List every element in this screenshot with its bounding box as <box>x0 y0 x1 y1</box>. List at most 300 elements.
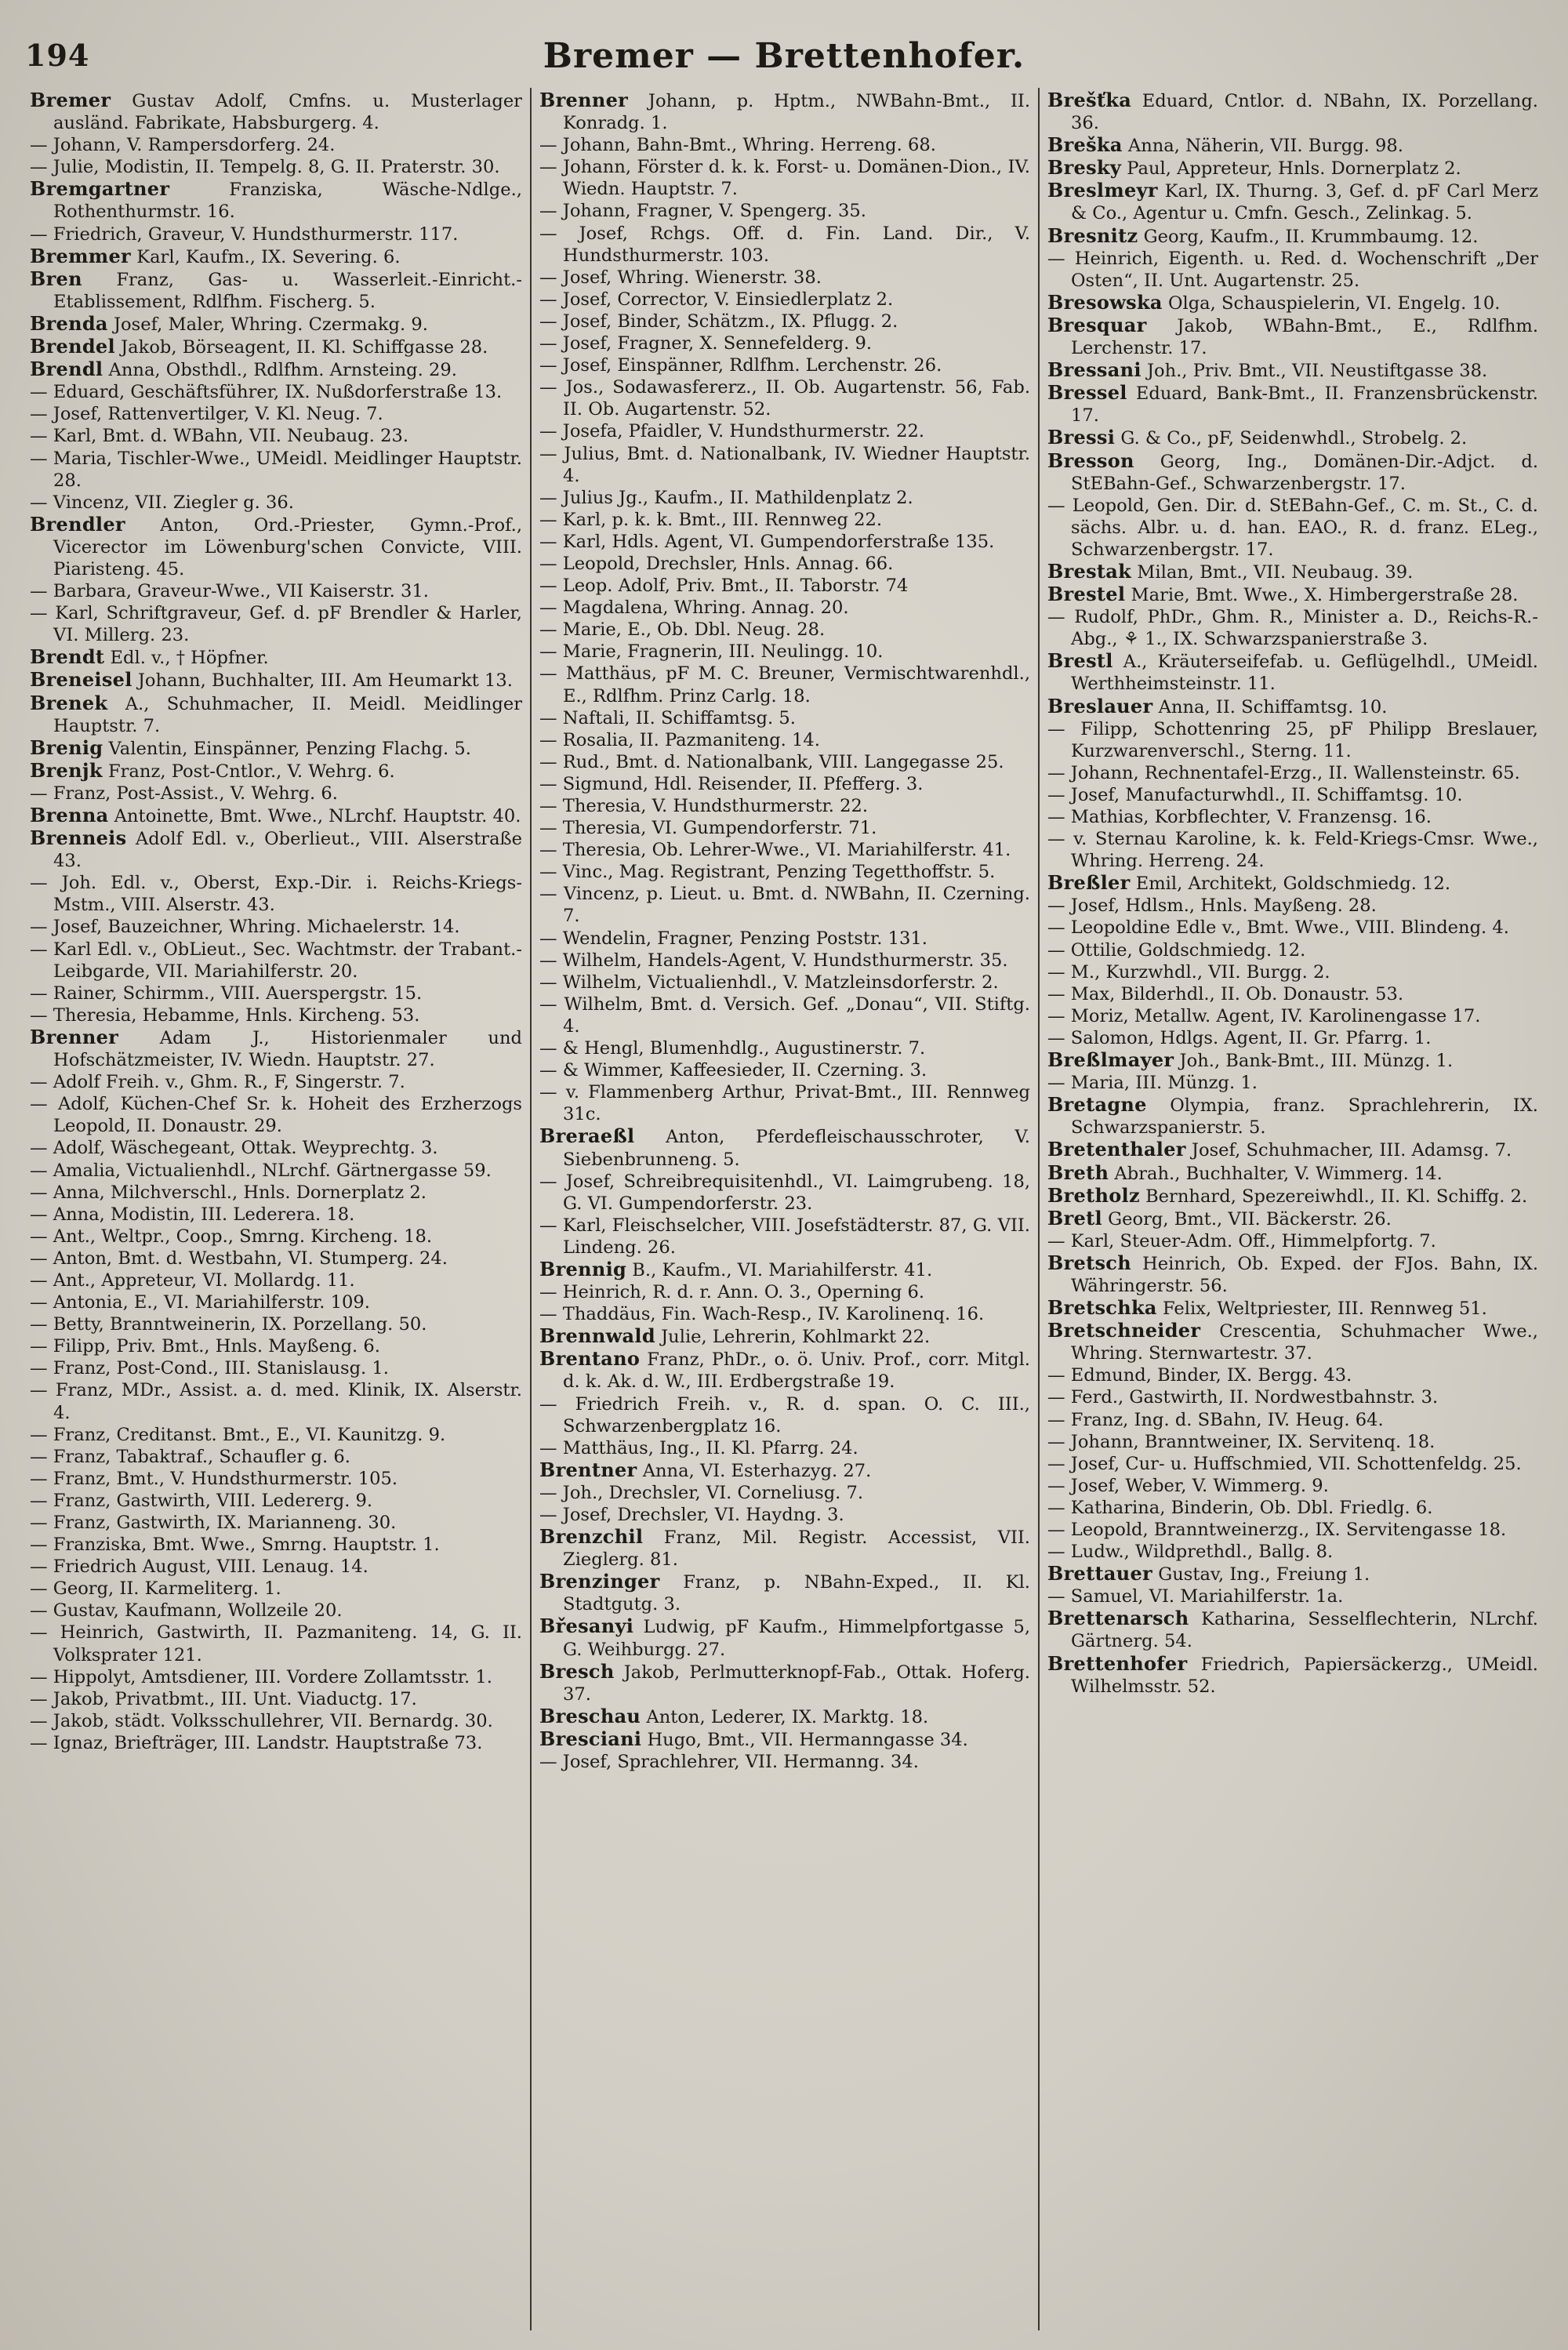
entry-surname: Breška <box>1047 133 1123 157</box>
directory-entry <box>30 358 522 381</box>
directory-entry <box>30 1026 522 1071</box>
entry-text: — Ottilie, Goldschmiedg. 12. <box>1047 939 1306 961</box>
entry-text: — Franz, Gastwirth, VIII. Ledererg. 9. <box>30 1490 373 1511</box>
entry-surname: Bretsch <box>1047 1251 1131 1274</box>
directory-entry <box>30 760 522 783</box>
entry-text: — Heinrich, Eigenth. u. Red. d. Wochenschrift „Der Osten“, II. Unt. Augartenstr. 25. <box>1047 248 1538 291</box>
entry-text: — Franziska, Bmt. Wwe., Smrng. Hauptstr. 1. <box>30 1535 440 1556</box>
entry-text: — Heinrich, Gastwirth, II. Pazmaniteng. 14, G. II. Volksprater 121. <box>30 1622 522 1665</box>
entry-text: Valentin, Einspänner, Penzing Flachg. 5. <box>108 738 471 759</box>
entry-text: — Wendelin, Fragner, Penzing Poststr. 131. <box>539 928 927 949</box>
entry-text: Edl. v., † Höpfner. <box>110 648 269 669</box>
entry-surname: Bressani <box>1047 358 1142 382</box>
directory-entry <box>30 1160 522 1182</box>
entry-text: — M., Kurzwhdl., VII. Burgg. 2. <box>1047 961 1330 982</box>
directory-entry <box>1047 1230 1538 1252</box>
entry-text: — Theresia, VI. Gumpendorferstr. 71. <box>539 818 877 839</box>
entry-text: — Friedrich, Graveur, V. Hundsthurmerstr. 117. <box>30 223 459 245</box>
directory-entry <box>539 1125 1030 1170</box>
directory-entry <box>1047 1607 1538 1652</box>
entry-text: — Leopold, Drechsler, Hnls. Annag. 66. <box>539 553 894 574</box>
directory-entry <box>1047 1297 1538 1320</box>
directory-entry <box>539 89 1030 134</box>
entry-text: — Jakob, Privatbmt., III. Unt. Viaductg. 17. <box>30 1688 417 1709</box>
directory-entry <box>1047 1497 1538 1519</box>
directory-entry <box>1047 895 1538 917</box>
entry-text: Anton, Ord.-Priester, Gymn.-Prof., Vicerector im Löwenburg'schen Convicte, VIII. Piaristeng. 45. <box>53 514 522 579</box>
directory-entry <box>30 916 522 938</box>
entry-text: — Franz, Creditanst. Bmt., E., VI. Kaunitzg. 9. <box>30 1424 446 1445</box>
entry-surname: Břesanyi <box>539 1614 634 1638</box>
directory-entry <box>1047 495 1538 561</box>
entry-surname: Bremmer <box>30 244 132 267</box>
directory-entry <box>539 1751 1030 1773</box>
entry-surname: Breth <box>1047 1160 1109 1184</box>
entry-text: Josef, Schuhmacher, III. Adamsg. 7. <box>1191 1140 1512 1161</box>
entry-text: — Josef, Rchgs. Off. d. Fin. Land. Dir., V. Hundsthurmerstr. 103. <box>539 223 1030 266</box>
entry-surname: Brentano <box>539 1347 641 1371</box>
entry-text: G. & Co., pF, Seidenwhdl., Strobelg. 2. <box>1120 428 1468 449</box>
entry-surname: Bressi <box>1047 426 1116 449</box>
directory-entry <box>30 1622 522 1665</box>
directory-entry <box>539 1661 1030 1705</box>
entry-text: B., Kaufm., VI. Mariahilferstr. 41. <box>632 1259 933 1280</box>
directory-entry <box>1047 1139 1538 1161</box>
directory-entry <box>30 669 522 692</box>
entry-text: Olga, Schauspielerin, VI. Engelg. 10. <box>1167 292 1501 314</box>
entry-surname: Bresch <box>539 1659 615 1683</box>
directory-entry <box>1047 696 1538 718</box>
directory-entry <box>539 531 1030 553</box>
entry-surname: Bresquar <box>1047 313 1147 336</box>
directory-entry <box>30 448 522 492</box>
entry-surname: Bretl <box>1047 1206 1102 1229</box>
directory-entry <box>539 1325 1030 1348</box>
entry-surname: Brestel <box>1047 583 1126 606</box>
directory-entry <box>30 1335 522 1357</box>
entry-text: — Marie, Fragnerin, III. Neulingg. 10. <box>539 641 884 663</box>
directory-entry <box>1047 917 1538 939</box>
directory-entry <box>539 311 1030 332</box>
directory-entry <box>1047 784 1538 806</box>
entry-surname: Brenneis <box>30 826 127 850</box>
directory-entry <box>539 1504 1030 1526</box>
directory-entry <box>1047 1364 1538 1386</box>
directory-entry <box>30 1446 522 1468</box>
entry-surname: Brenzinger <box>539 1570 660 1593</box>
entry-surname: Breslmeyr <box>1047 179 1158 202</box>
directory-entry <box>30 1424 522 1446</box>
entry-text: Jakob, Börseagent, II. Kl. Schiffgasse 28. <box>121 337 488 358</box>
directory-entry <box>30 1600 522 1622</box>
entry-surname: Brettenhofer <box>1047 1651 1188 1675</box>
entry-text: — v. Sternau Karoline, k. k. Feld-Kriegs-Cmsr. Wwe., Whring. Herreng. 24. <box>1047 829 1538 872</box>
directory-entry <box>30 1291 522 1313</box>
entry-text: — Matthäus, pF M. C. Breuner, Vermischtwarenhdl., E., Rdlfhm. Prinz Carlg. 18. <box>539 663 1030 706</box>
entry-text: — Josef, Fragner, X. Sennefelderg. 9. <box>539 333 873 354</box>
entry-surname: Bressel <box>1047 381 1127 405</box>
directory-entry <box>1047 1252 1538 1297</box>
entry-text: Paul, Appreteur, Hnls. Dornerplatz 2. <box>1127 158 1461 180</box>
entry-text: — Adolf, Wäschegeant, Ottak. Weyprechtg. 3. <box>30 1138 438 1159</box>
directory-entry <box>30 1357 522 1379</box>
entry-text: A., Schuhmacher, II. Meidl. Meidlinger Hauptstr. 7. <box>53 693 522 736</box>
entry-text: Abrah., Buchhalter, V. Wimmerg. 14. <box>1114 1163 1443 1184</box>
entry-text: Gustav, Ing., Freiung 1. <box>1158 1564 1370 1585</box>
entry-text: Anna, VI. Esterhazyg. 27. <box>642 1460 872 1481</box>
entry-text: Georg, Kaufm., II. Krummbaumg. 12. <box>1143 226 1479 247</box>
entry-text: — Julius, Bmt. d. Nationalbank, IV. Wiedner Hauptstr. 4. <box>539 443 1030 486</box>
entry-text: — Magdalena, Whring. Annag. 20. <box>539 597 849 619</box>
entry-text: — Jakob, städt. Volksschullehrer, VII. Bernardg. 30. <box>30 1710 493 1731</box>
directory-entry <box>30 1226 522 1248</box>
entry-text: — Leopold, Branntweinerzg., IX. Servitengasse 18. <box>1047 1520 1507 1540</box>
entry-text: Joh., Bank-Bmt., III. Münzg. 1. <box>1179 1051 1454 1072</box>
entry-text: Eduard, Bank-Bmt., II. Franzensbrückenstr. 17. <box>1071 383 1538 427</box>
entry-text: Karl, Kaufm., IX. Severing. 6. <box>136 246 401 267</box>
directory-entry <box>1047 359 1538 382</box>
entry-text: — Anton, Bmt. d. Westbahn, VI. Stumperg. 24. <box>30 1248 448 1269</box>
entry-text: — Josef, Drechsler, VI. Haydng. 3. <box>539 1505 844 1525</box>
directory-entry <box>1047 450 1538 495</box>
directory-entry <box>1047 806 1538 828</box>
entry-text: — v. Flammenberg Arthur, Privat-Bmt., III. Rennweg 31c. <box>539 1082 1030 1125</box>
directory-entry <box>539 1526 1030 1571</box>
directory-entry <box>1047 157 1538 180</box>
directory-entry <box>1047 225 1538 248</box>
entry-text: Franz, PhDr., o. ö. Univ. Prof., corr. Mitgl. d. k. Ak. d. W., III. Erdbergstraße 19. <box>563 1349 1030 1393</box>
entry-text: — Sigmund, Hdl. Reisender, II. Pfefferg. 3. <box>539 773 924 794</box>
entry-text: — Karl, Schriftgraveur, Gef. d. pF Brendler & Harler, VI. Millerg. 23. <box>30 603 522 646</box>
directory-entry <box>539 443 1030 487</box>
entry-text: — Katharina, Binderin, Ob. Dbl. Friedlg. 6. <box>1047 1497 1433 1518</box>
entry-surname: Bretholz <box>1047 1183 1140 1207</box>
entry-text: Karl, IX. Thurng. 3, Gef. d. pF Carl Merz & Co., Agentur u. Cmfn. Gesch., Zelinkag. 5. <box>1071 181 1538 224</box>
entry-surname: Bresowska <box>1047 290 1163 314</box>
entry-text: — Jos., Sodawasfererz., II. Ob. Augartenstr. 56, Fab. II. Ob. Augartenstr. 52. <box>539 377 1030 420</box>
directory-entry <box>30 692 522 737</box>
page-header <box>22 31 1546 86</box>
entry-surname: Brenzchil <box>539 1525 644 1549</box>
directory-entry <box>539 619 1030 641</box>
entry-text: Georg, Ing., Domänen-Dir.-Adjct. d. StEBahn-Gef., Schwarzenbergstr. 17. <box>1071 451 1538 494</box>
entry-text: — Vincenz, VII. Ziegler g. 36. <box>30 492 294 513</box>
entry-text: — Leopoldine Edle v., Bmt. Wwe., VIII. Blindeng. 4. <box>1047 917 1509 939</box>
directory-entry <box>30 1710 522 1732</box>
directory-entry <box>539 1171 1030 1215</box>
entry-text: — Vincenz, p. Lieut. u. Bmt. d. NWBahn, II. Czerning. 7. <box>539 884 1030 927</box>
entry-text: Antoinette, Bmt. Wwe., NLrchf. Hauptstr. 40. <box>114 806 521 826</box>
directory-entry <box>1047 1049 1538 1072</box>
directory-entry <box>1047 939 1538 961</box>
entry-surname: Bretagne <box>1047 1093 1147 1117</box>
directory-entry <box>30 805 522 827</box>
entry-text: Adam J., Historienmaler und Hofschätzmeister, IV. Wiedn. Hauptstr. 27. <box>53 1027 523 1071</box>
entry-text: — Naftali, II. Schiffamtsg. 5. <box>539 707 796 728</box>
directory-entry <box>30 381 522 403</box>
directory-entry <box>30 1490 522 1512</box>
directory-entry <box>539 993 1030 1037</box>
entry-surname: Bren <box>30 267 82 290</box>
directory-entry <box>539 597 1030 619</box>
directory-entry <box>1047 983 1538 1005</box>
entry-text: Josef, Maler, Whring. Czermakg. 9. <box>113 314 428 335</box>
entry-text: Crescentia, Schuhmacher Wwe., Whring. Sternwartestr. 37. <box>1071 1321 1538 1364</box>
entry-text: Anton, Lederer, IX. Marktg. 18. <box>646 1706 929 1727</box>
entry-text: — Josef, Schreibrequisitenhdl., VI. Laimgrubeng. 18, G. VI. Gumpendorferstr. 23. <box>539 1171 1030 1214</box>
directory-entry <box>30 783 522 805</box>
directory-entry <box>1047 1027 1538 1049</box>
entry-text: — Josef, Weber, V. Wimmerg. 9. <box>1047 1475 1329 1496</box>
directory-entry <box>539 663 1030 706</box>
entry-text: — Moriz, Metallw. Agent, IV. Karolinengasse 17. <box>1047 1005 1481 1026</box>
directory-entry <box>539 928 1030 950</box>
entry-text: Anna, II. Schiffamtsg. 10. <box>1158 696 1388 717</box>
entry-surname: Brendel <box>30 335 115 358</box>
directory-entry <box>1047 292 1538 314</box>
entry-text: — Rosalia, II. Pazmaniteng. 14. <box>539 729 820 750</box>
entry-text: — Ignaz, Briefträger, III. Landstr. Hauptstraße 73. <box>30 1732 483 1753</box>
directory-entry <box>1047 828 1538 872</box>
directory-entry <box>1047 1475 1538 1497</box>
entry-text: Heinrich, Ob. Exped. der FJos. Bahn, IX. Währingerstr. 56. <box>1071 1253 1538 1296</box>
entry-text: — Salomon, Hdlgs. Agent, II. Gr. Pfarrg. 1. <box>1047 1027 1432 1048</box>
entry-text: — Filipp, Schottenring 25, pF Philipp Breslauer, Kurzwarenverschl., Sterng. 11. <box>1047 718 1538 761</box>
directory-entry <box>30 178 522 223</box>
entry-text: — Maria, III. Münzg. 1. <box>1047 1073 1258 1094</box>
directory-entry <box>30 1313 522 1335</box>
entry-surname: Brestl <box>1047 649 1113 673</box>
directory-entry <box>539 729 1030 751</box>
entry-text: Ludwig, pF Kaufm., Himmelpfortgasse 5, G. Weihburgg. 27. <box>563 1617 1030 1660</box>
directory-entry <box>1047 1653 1538 1698</box>
directory-entry <box>30 492 522 514</box>
entry-text: — Franz, Tabaktraf., Schaufler g. 6. <box>30 1446 350 1467</box>
directory-entry <box>539 839 1030 861</box>
entry-text: — Edmund, Binder, IX. Bergg. 43. <box>1047 1365 1352 1386</box>
entry-text: — Theresia, V. Hundsthurmerstr. 22. <box>539 796 869 816</box>
entry-text: — Karl, Steuer-Adm. Off., Himmelpfortg. 7. <box>1047 1230 1436 1251</box>
entry-text: — Rudolf, PhDr., Ghm. R., Minister a. D., Reichs-R.-Abg., ⚘ 1., IX. Schwarzspanierstraße 3. <box>1047 607 1538 650</box>
entry-text: — Friedrich Freih. v., R. d. span. O. C. III., Schwarzenbergplatz 16. <box>539 1393 1030 1437</box>
entry-text: — Wilhelm, Victualienhdl., V. Matzleinsdorferstr. 2. <box>539 972 999 993</box>
entry-surname: Brenjk <box>30 758 103 782</box>
entry-surname: Bresnitz <box>1047 223 1138 247</box>
directory-entry <box>30 1204 522 1226</box>
entry-text: Franziska, Wäsche-Ndlge., Rothenthurmstr. 16. <box>53 180 522 223</box>
entry-text: — Franz, Post-Assist., V. Wehrg. 6. <box>30 783 338 804</box>
entry-surname: Bretschka <box>1047 1296 1157 1320</box>
entry-text: — Ant., Appreteur, VI. Mollardg. 11. <box>30 1269 355 1291</box>
directory-entry <box>539 972 1030 993</box>
entry-text: — Anna, Milchverschl., Hnls. Dornerplatz 2. <box>30 1182 426 1203</box>
entry-text: — Leopold, Gen. Dir. d. StEBahn-Gef., C. m. St., C. d. sächs. Albr. u. d. han. EAO., R. d. franz. ELeg., Schwarzenbergstr. 17. <box>1047 495 1538 560</box>
directory-entry <box>539 1728 1030 1751</box>
directory-entry <box>1047 1541 1538 1563</box>
entry-text: — Karl, Hdls. Agent, VI. Gumpendorferstraße 135. <box>539 531 995 552</box>
entry-text: Emil, Architekt, Goldschmiedg. 12. <box>1135 874 1451 895</box>
directory-entry <box>30 1534 522 1556</box>
page-number: 194 <box>25 38 90 73</box>
entry-text: — Marie, E., Ob. Dbl. Neug. 28. <box>539 619 826 641</box>
directory-entry <box>539 1259 1030 1281</box>
entry-text: — Anna, Modistin, III. Lederera. 18. <box>30 1204 355 1225</box>
directory-entry <box>1047 1320 1538 1364</box>
entry-text: — Karl, Fleischselcher, VIII. Josefstädterstr. 87, G. VII. Lindeng. 26. <box>539 1215 1030 1258</box>
entry-text: — Josef, Manufacturwhdl., II. Schiffamtsg. 10. <box>1047 784 1463 805</box>
directory-entry <box>30 1468 522 1490</box>
entry-text: A., Kräuterseifefab. u. Geflügelhdl., UMeidl. Werthheimsteinstr. 11. <box>1071 652 1538 695</box>
entry-surname: Brettauer <box>1047 1562 1152 1585</box>
entry-text: — Hippolyt, Amtsdiener, III. Vordere Zollamtsstr. 1. <box>30 1666 492 1687</box>
directory-entry <box>30 1666 522 1688</box>
directory-entry <box>539 883 1030 927</box>
directory-entry <box>30 268 522 313</box>
entry-text: — Josef, Hdlsm., Hnls. Mayßeng. 28. <box>1047 895 1377 917</box>
directory-entry <box>30 646 522 669</box>
entry-text: Julie, Lehrerin, Kohlmarkt 22. <box>661 1327 931 1348</box>
entry-text: — Adolf Freih. v., Ghm. R., F, Singerstr. 7. <box>30 1072 405 1093</box>
directory-entry <box>539 354 1030 376</box>
directory-entry <box>539 707 1030 729</box>
entry-surname: Brenner <box>30 1025 119 1048</box>
directory-entry <box>1047 872 1538 895</box>
entry-surname: Bremer <box>30 89 111 111</box>
entry-text: Olympia, franz. Sprachlehrerin, IX. Schwarzspanierstr. 5. <box>1071 1095 1538 1139</box>
directory-entry <box>539 487 1030 509</box>
entry-text: Franz, Post-Cntlor., V. Wehrg. 6. <box>107 761 395 782</box>
entry-text: — Josef, Corrector, V. Einsiedlerplatz 2. <box>539 289 894 310</box>
directory-entry <box>30 1379 522 1423</box>
directory-entry <box>1047 382 1538 427</box>
entry-surname: Bresson <box>1047 449 1134 472</box>
directory-entry <box>30 1004 522 1026</box>
entry-text: Marie, Bmt. Wwe., X. Himbergerstraße 28. <box>1131 585 1519 606</box>
directory-entry <box>539 795 1030 817</box>
entry-text: Joh., Priv. Bmt., VII. Neustiftgasse 38. <box>1146 361 1488 382</box>
entry-text: — & Wimmer, Kaffeesieder, II. Czerning. 3. <box>539 1060 927 1081</box>
directory-entry <box>539 1215 1030 1259</box>
entry-surname: Brennig <box>539 1257 627 1280</box>
entry-surname: Breslauer <box>1047 694 1153 717</box>
entry-text: — Thaddäus, Fin. Wach-Resp., IV. Karolinenq. 16. <box>539 1304 985 1325</box>
entry-text: — Franz, Post-Cond., III. Stanislausg. 1. <box>30 1358 389 1379</box>
directory-entry <box>30 245 522 268</box>
directory-entry <box>30 1182 522 1204</box>
entry-text: Eduard, Cntlor. d. NBahn, IX. Porzellang. 36. <box>1071 91 1538 134</box>
directory-entry <box>30 1688 522 1710</box>
directory-entry <box>30 1093 522 1137</box>
entry-text: Anna, Obsthdl., Rdlfhm. Arnsteing. 29. <box>108 360 457 381</box>
directory-entry <box>1047 1585 1538 1607</box>
directory-entry <box>30 872 522 916</box>
directory-entry <box>30 156 522 178</box>
directory-entry <box>539 1615 1030 1660</box>
directory-entry <box>30 514 522 580</box>
entry-text: — Theresia, Hebamme, Hnls. Kircheng. 53. <box>30 1004 420 1026</box>
directory-entry <box>30 1512 522 1534</box>
entry-text: Anna, Näherin, VII. Burgg. 98. <box>1127 136 1403 157</box>
entry-surname: Brenda <box>30 311 108 335</box>
directory-entry <box>539 641 1030 663</box>
directory-entry <box>30 982 522 1004</box>
directory-entry <box>30 1248 522 1269</box>
directory-entry <box>539 1037 1030 1059</box>
directory-entry <box>539 1393 1030 1437</box>
entry-surname: Bremgartner <box>30 177 170 201</box>
directory-entry <box>1047 718 1538 762</box>
entry-text: — Adolf, Küchen-Chef Sr. k. Hoheit des Erzherzogs Leopold, II. Donaustr. 29. <box>30 1094 522 1137</box>
entry-text: — Josef, Bauzeichner, Whring. Michaelerstr. 14. <box>30 917 460 938</box>
entry-surname: Brenner <box>539 89 629 111</box>
directory-entry <box>30 1732 522 1754</box>
entry-text: — Ferd., Gastwirth, II. Nordwestbahnstr. 3. <box>1047 1387 1439 1408</box>
entry-text: — Josef, Cur- u. Huffschmied, VII. Schottenfeldg. 25. <box>1047 1453 1522 1474</box>
directory-entry <box>1047 583 1538 606</box>
entry-text: — Leop. Adolf, Priv. Bmt., II. Taborstr. 74 <box>539 576 909 597</box>
entry-text: — Friedrich August, VIII. Lenaug. 14. <box>30 1556 368 1578</box>
directory-entry <box>539 1437 1030 1459</box>
directory-entry <box>539 289 1030 311</box>
directory-entry <box>30 89 522 134</box>
entry-surname: Breschau <box>539 1704 641 1727</box>
entry-text: — Rud., Bmt. d. Nationalbank, VIII. Langegasse 25. <box>539 751 1004 772</box>
entry-text: Bernhard, Spezereiwhdl., II. Kl. Schiffg. 2. <box>1145 1186 1528 1207</box>
directory-entry <box>1047 1162 1538 1185</box>
entry-text: — Johann, Fragner, V. Spengerg. 35. <box>539 201 866 222</box>
entry-surname: Brenig <box>30 736 103 759</box>
directory-entry <box>539 773 1030 795</box>
directory-entry <box>30 134 522 156</box>
entry-surname: Breßler <box>1047 871 1131 895</box>
entry-text: Franz, Mil. Registr. Accessist, VII. Zieglerg. 81. <box>563 1527 1030 1571</box>
entry-text: — Johann, V. Rampersdorferg. 24. <box>30 135 336 156</box>
entry-text: Georg, Bmt., VII. Bäckerstr. 26. <box>1108 1208 1392 1229</box>
entry-text: Gustav Adolf, Cmfns. u. Musterlager ausländ. Fabrikate, Habsburgerg. 4. <box>53 91 522 134</box>
directory-entry <box>539 1303 1030 1325</box>
entry-text: Franz, p. NBahn-Exped., II. Kl. Stadtgutg. 3. <box>563 1572 1030 1615</box>
directory-entry <box>539 575 1030 597</box>
directory-entry <box>539 200 1030 222</box>
directory-entry <box>30 1137 522 1159</box>
entry-surname: Brendler <box>30 512 125 536</box>
directory-entry <box>1047 606 1538 650</box>
directory-entry <box>539 861 1030 883</box>
entry-text: — Johann, Förster d. k. k. Forst- u. Domänen-Dion., IV. Wiedn. Hauptstr. 7. <box>539 157 1030 200</box>
entry-surname: Breßlmayer <box>1047 1048 1174 1072</box>
entry-text: — Samuel, VI. Mariahilferstr. 1a. <box>1047 1586 1344 1607</box>
directory-entry <box>1047 248 1538 292</box>
directory-entry <box>539 376 1030 420</box>
directory-entry <box>1047 961 1538 983</box>
entry-surname: Breneisel <box>30 668 132 692</box>
entry-text: — Josef, Sprachlehrer, VII. Hermanng. 34. <box>539 1752 919 1773</box>
entry-surname: Bretschneider <box>1047 1319 1201 1342</box>
entry-text: — Matthäus, Ing., II. Kl. Pfarrg. 24. <box>539 1437 858 1458</box>
directory-entry <box>539 267 1030 289</box>
entry-surname: Bresky <box>1047 156 1122 180</box>
entry-text: — Wilhelm, Handels-Agent, V. Hundsthurmerstr. 35. <box>539 950 1008 971</box>
entry-text: — Heinrich, R. d. r. Ann. O. 3., Operning 6. <box>539 1282 925 1303</box>
directory-entry <box>539 223 1030 267</box>
directory-entry <box>1047 1431 1538 1453</box>
entry-text: — Johann, Bahn-Bmt., Whring. Herreng. 68. <box>539 135 936 156</box>
directory-entry <box>539 751 1030 773</box>
entry-text: Johann, Buchhalter, III. Am Heumarkt 13. <box>137 670 513 692</box>
entry-text: Anton, Pferdefleischausschroter, V. Siebenbrunneng. 5. <box>563 1127 1030 1170</box>
directory-entry <box>539 1059 1030 1081</box>
directory-entry <box>1047 1208 1538 1230</box>
